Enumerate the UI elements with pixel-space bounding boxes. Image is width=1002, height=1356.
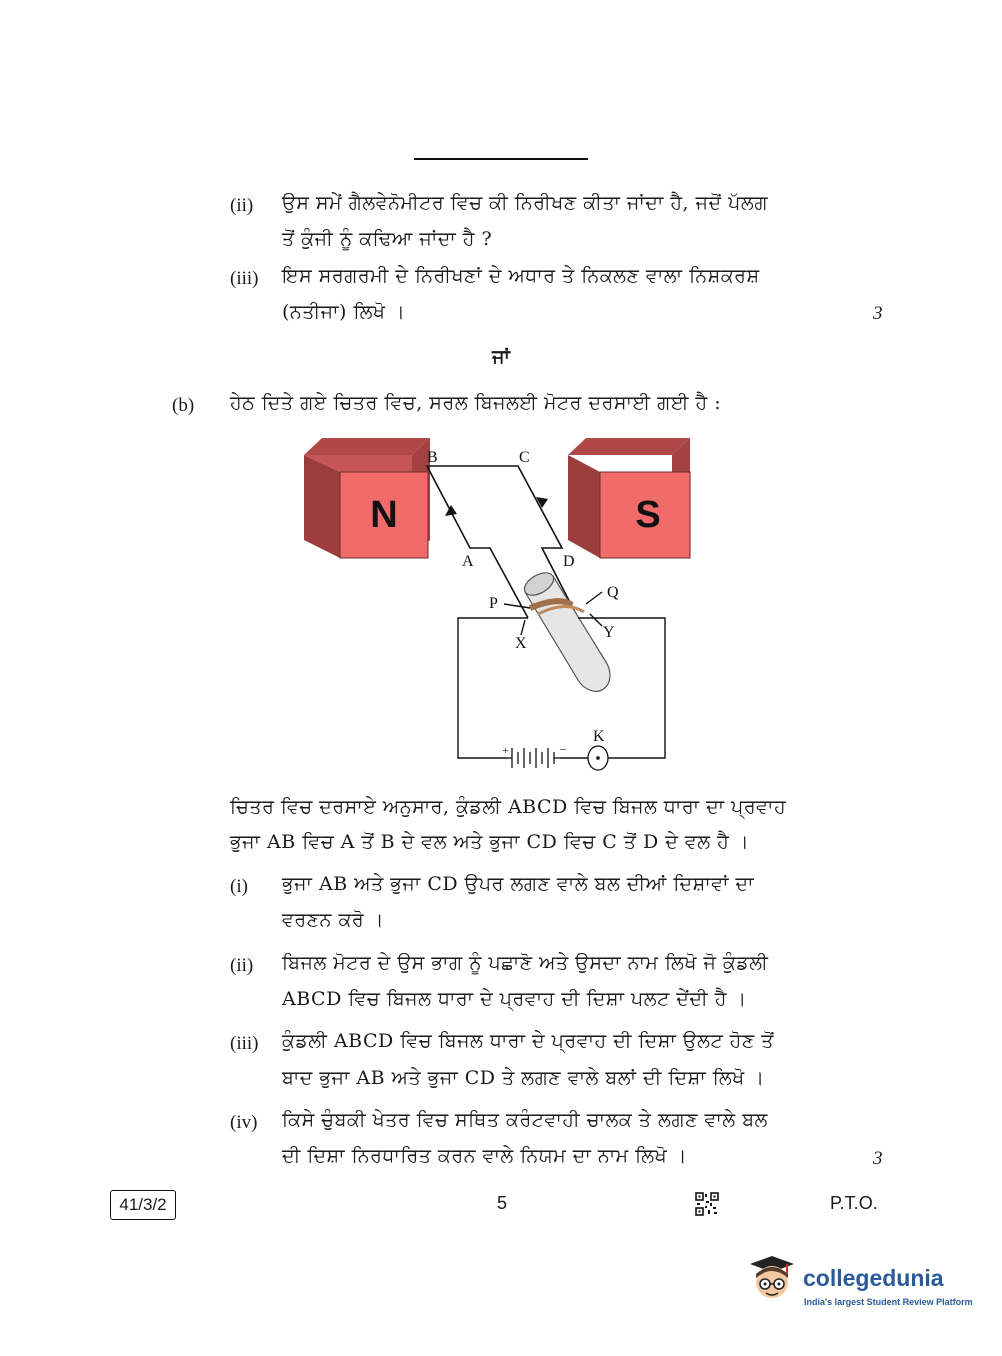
part-b-label: (b) — [172, 395, 195, 416]
question-iii-text-line1: ਇਸ ਸਰਗਰਮੀ ਦੇ ਨਿਰੀਖਣਾਂ ਦੇ ਅਧਾਰ ਤੇ ਨਿਕਲਣ ਵਾਲਾ ਨਿਸ਼ਕਰਸ਼ — [282, 265, 760, 287]
label-k: K — [593, 728, 605, 745]
question-b-ii-line1: ਬਿਜਲ ਮੋਟਰ ਦੇ ਉਸ ਭਾਗ ਨੂੰ ਪਛਾਣੋ ਅਤੇ ਉਸਦਾ ਨਾਮ ਲਿਖੋ ਜੋ ਕੁੰਡਲੀ — [282, 952, 769, 974]
south-magnet — [568, 438, 690, 558]
label-d: D — [563, 553, 575, 570]
label-q: Q — [607, 584, 619, 601]
label-y: Y — [603, 624, 615, 641]
arrow-ab — [445, 505, 457, 516]
question-ii-text-line1: ਉਸ ਸਮੇਂ ਗੈਲਵੇਨੋਮੀਟਰ ਵਿਚ ਕੀ ਨਿਰੀਖਣ ਕੀਤਾ ਜਾਂਦਾ ਹੈ, ਜਦੋਂ ਪੱਲਗ — [282, 192, 768, 214]
question-b-i-line1: ਭੁਜਾ AB ਅਤੇ ਭੁਜਾ CD ਉਪਰ ਲਗਣ ਵਾਲੇ ਬਲ ਦੀਆਂ ਦਿਸ਼ਾਵਾਂ ਦਾ — [282, 873, 755, 895]
north-pole-label: N — [370, 494, 398, 536]
collegedunia-mascot-icon — [742, 1250, 802, 1310]
paragraph-line1: ਚਿਤਰ ਵਿਚ ਦਰਸਾਏ ਅਨੁਸਾਰ, ਕੁੰਡਲੀ ABCD ਵਿਚ ਬਿਜਲ ਧਾਰਾ ਦਾ ਪ੍ਰਵਾਹ — [230, 796, 787, 818]
label-x: X — [515, 635, 527, 652]
question-b-iii-line2: ਬਾਦ ਭੁਜਾ AB ਅਤੇ ਭੁਜਾ CD ਤੇ ਲਗਣ ਵਾਲੇ ਬਲਾਂ ਦੀ ਦਿਸ਼ਾ ਲਿਖੋ । — [282, 1067, 765, 1089]
watermark-brand: collegedunia — [803, 1265, 944, 1291]
question-b-number-i: (i) — [230, 876, 248, 897]
marks-a: 3 — [873, 303, 883, 324]
question-b-iv-line1: ਕਿਸੇ ਚੁੰਬਕੀ ਖੇਤਰ ਵਿਚ ਸਥਿਤ ਕਰੰਟਵਾਹੀ ਚਾਲਕ ਤੇ ਲਗਣ ਵਾਲੇ ਬਲ — [282, 1109, 768, 1131]
part-b-intro: ਹੇਠ ਦਿਤੇ ਗਏ ਚਿਤਰ ਵਿਚ, ਸਰਲ ਬਿਜਲਈ ਮੋਟਰ ਦਰਸਾਈ ਗਈ ਹੈ : — [230, 392, 722, 414]
label-c: C — [519, 449, 530, 466]
or-separator: ਜਾਂ — [492, 346, 510, 368]
question-iii-text-line2: (ਨਤੀਜਾ) ਲਿਖੋ । — [282, 301, 406, 323]
label-b: B — [427, 449, 438, 466]
question-b-iii-line1: ਕੁੰਡਲੀ ABCD ਵਿਚ ਬਿਜਲ ਧਾਰਾ ਦੇ ਪ੍ਰਵਾਹ ਦੀ ਦਿਸ਼ਾ ਉਲਟ ਹੋਣ ਤੋਂ — [282, 1030, 774, 1052]
question-b-number-iii: (iii) — [230, 1033, 259, 1054]
question-number-ii: (ii) — [230, 195, 254, 216]
question-b-number-iv: (iv) — [230, 1112, 258, 1133]
page-number: 5 — [497, 1193, 508, 1213]
question-b-iv-line2: ਦੀ ਦਿਸ਼ਾ ਨਿਰਧਾਰਿਤ ਕਰਨ ਵਾਲੇ ਨਿਯਮ ਦਾ ਨਾਮ ਲਿਖੋ । — [282, 1145, 688, 1167]
question-b-number-ii: (ii) — [230, 955, 254, 976]
question-b-ii-line2: ABCD ਵਿਚ ਬਿਜਲ ਧਾਰਾ ਦੇ ਪ੍ਰਵਾਹ ਦੀ ਦਿਸ਼ਾ ਪਲਟ ਦੇਂਦੀ ਹੈ । — [282, 988, 747, 1010]
paper-code: 41/3/2 — [110, 1190, 176, 1220]
question-b-i-line2: ਵਰਣਨ ਕਰੋ । — [282, 909, 385, 931]
please-turn-over: P.T.O. — [830, 1193, 878, 1213]
top-rule — [414, 158, 588, 160]
question-number-iii: (iii) — [230, 268, 259, 289]
south-pole-label: S — [635, 494, 661, 536]
battery-minus: – — [560, 741, 566, 755]
battery — [508, 748, 560, 768]
marks-b: 3 — [873, 1148, 883, 1169]
paragraph-line2: ਭੁਜਾ AB ਵਿਚ A ਤੋਂ B ਦੇ ਵਲ ਅਤੇ ਭੁਜਾ CD ਵਿਚ C ਤੋਂ D ਦੇ ਵਲ ਹੈ । — [230, 831, 750, 853]
qr-code-icon — [695, 1192, 719, 1216]
electric-motor-diagram — [290, 430, 710, 775]
watermark-tagline: India's largest Student Review Platform — [804, 1297, 973, 1307]
battery-plus: + — [502, 743, 509, 757]
commutator — [521, 568, 610, 691]
north-magnet — [304, 438, 430, 558]
label-p: P — [489, 595, 498, 612]
label-a: A — [462, 553, 474, 570]
key-dot — [596, 756, 600, 760]
question-ii-text-line2: ਤੋਂ ਕੁੰਜੀ ਨੂੰ ਕਢਿਆ ਜਾਂਦਾ ਹੈ ? — [282, 228, 493, 250]
